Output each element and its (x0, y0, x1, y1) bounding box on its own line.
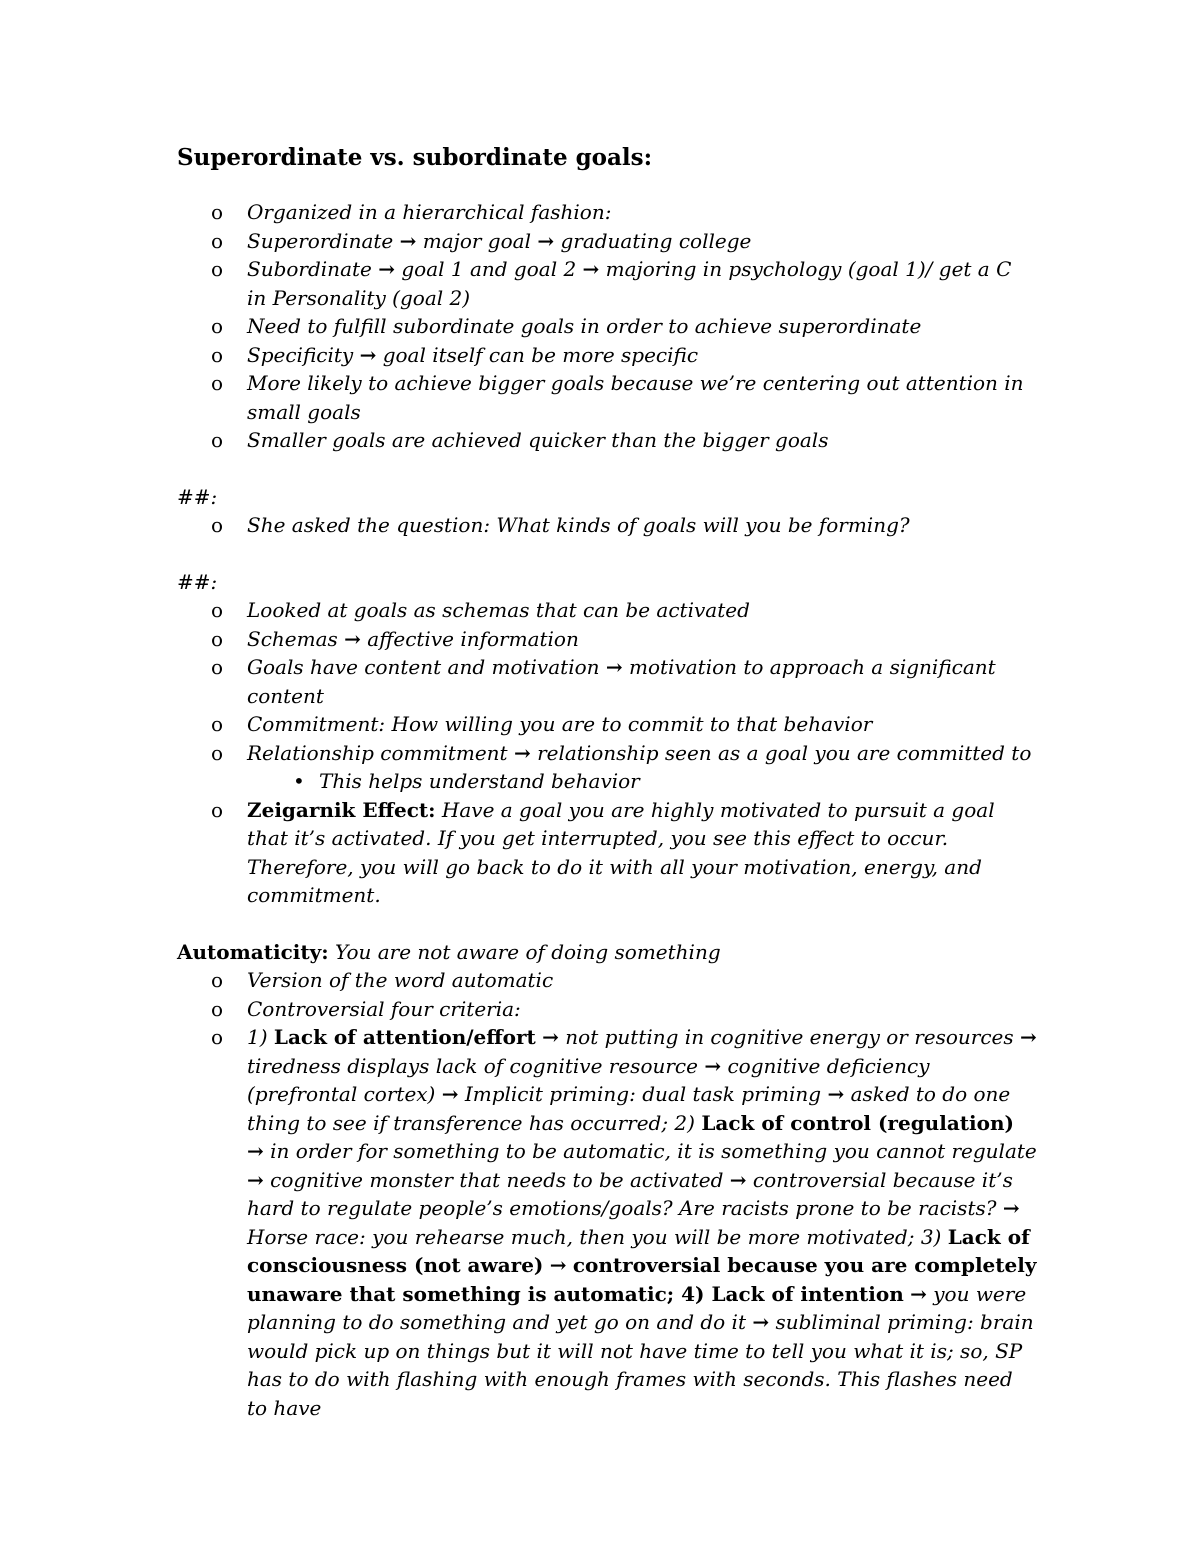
document-content (177, 142, 1037, 1450)
list-item: o Schemas → affective information (247, 625, 1037, 654)
section-question (177, 483, 1037, 540)
goals-list (177, 198, 1037, 455)
arrow-icon: → (344, 626, 361, 651)
list-item: o Smaller goals are achieved quicker than the bigger goals (247, 426, 1037, 455)
list-item: o Superordinate → major goal → graduating college (247, 227, 1037, 256)
arrow-icon: → (729, 1167, 747, 1192)
arrow-icon: → (704, 1053, 722, 1078)
sub-list-item: • This helps understand behavior (319, 767, 1037, 796)
term-label: Automaticity: (177, 939, 329, 964)
section-heading: Automaticity: You are not aware of doing something (177, 939, 721, 964)
schemas-list (177, 596, 1037, 910)
arrow-icon: → (441, 1082, 459, 1106)
list-item: o Organized in a hierarchical fashion: (247, 198, 1037, 227)
arrow-icon: → (1002, 1196, 1020, 1220)
list-item: o Version of the word automatic (247, 966, 1037, 995)
list-item: o Goals have content and motivation → motivation to approach a significant content (247, 653, 1037, 710)
arrow-icon: → (1020, 1025, 1037, 1049)
arrow-icon: → (359, 342, 377, 367)
list-item: o Zeigarnik Effect: Have a goal you are highly motivated to pursuit a goal that it’s activated. If you get interrupted, you see this effect to occur. Therefore, you will go back to do it with all your motivation, energy, and commitment. (247, 796, 1037, 910)
arrow-icon: → (752, 1310, 770, 1334)
list-item: o Need to fulfill subordinate goals in order to achieve superordinate (247, 312, 1037, 341)
list-item: o Subordinate → goal 1 and goal 2 → majoring in psychology (goal 1)/ get a C in Personality (goal 2) (247, 255, 1037, 312)
list-item: o Specificity → goal itself can be more specific (247, 341, 1037, 370)
list-item: o 1) Lack of attention/effort → not putting in cognitive energy or resources → tiredness displays lack of cognitive resource → cognitive deficiency (prefrontal cortex) → Implicit priming: dual task priming → asked to do one thing to see if transference has occurred; 2) Lack of control (regulation) → in order for something to be automatic, it is something you cannot regulate → cognitive monster that needs to be activated → controversial because it’s hard to regulate people’s emotions/goals? Are racists prone to be racists? → Horse race: you rehearse much, then you will be more motivated; 3) Lack of consciousness (not aware) → controversial because you are completely unaware that something is automatic; 4) Lack of intention → you were planning to do something and yet go on and do it → subliminal priming: brain would pick up on things but it will not have time to tell you what it is; so, SP has to do with flashing with enough frames with seconds. This flashes need to have (247, 1023, 1037, 1422)
arrow-icon: → (910, 1281, 927, 1306)
list-item: o Controversial four criteria: (247, 995, 1037, 1024)
section-schemas (177, 568, 1037, 910)
arrow-icon: → (605, 655, 623, 679)
page-title: Superordinate vs. subordinate goals: (177, 144, 653, 171)
question-list (177, 511, 1037, 540)
arrow-icon: → (247, 1139, 264, 1163)
list-item: o Relationship commitment → relationship seen as a goal you are committed to • This helps understand behavior (247, 739, 1037, 796)
arrow-icon: → (549, 1253, 567, 1277)
arrow-icon: → (537, 228, 555, 253)
arrow-icon: → (399, 228, 417, 253)
arrow-icon: → (378, 257, 395, 281)
section-goals (177, 198, 1037, 455)
list-item: o Looked at goals as schemas that can be activated (247, 596, 1037, 625)
arrow-icon: → (513, 740, 531, 765)
arrow-icon: → (247, 1167, 264, 1192)
section-heading: ##: (177, 569, 218, 594)
list-item: o Commitment: How willing you are to commit to that behavior (247, 710, 1037, 739)
arrow-icon: → (542, 1025, 559, 1049)
sub-list (247, 767, 1037, 796)
section-heading: ##: (177, 484, 218, 509)
list-item: o She asked the question: What kinds of goals will you be forming? (247, 511, 1037, 540)
term-label: Zeigarnik Effect: (247, 797, 436, 822)
list-item: o More likely to achieve bigger goals because we’re centering out attention in small goals (247, 369, 1037, 426)
arrow-icon: → (582, 257, 600, 281)
automaticity-list (177, 966, 1037, 1422)
arrow-icon: → (827, 1082, 845, 1106)
section-automaticity (177, 938, 1037, 1423)
